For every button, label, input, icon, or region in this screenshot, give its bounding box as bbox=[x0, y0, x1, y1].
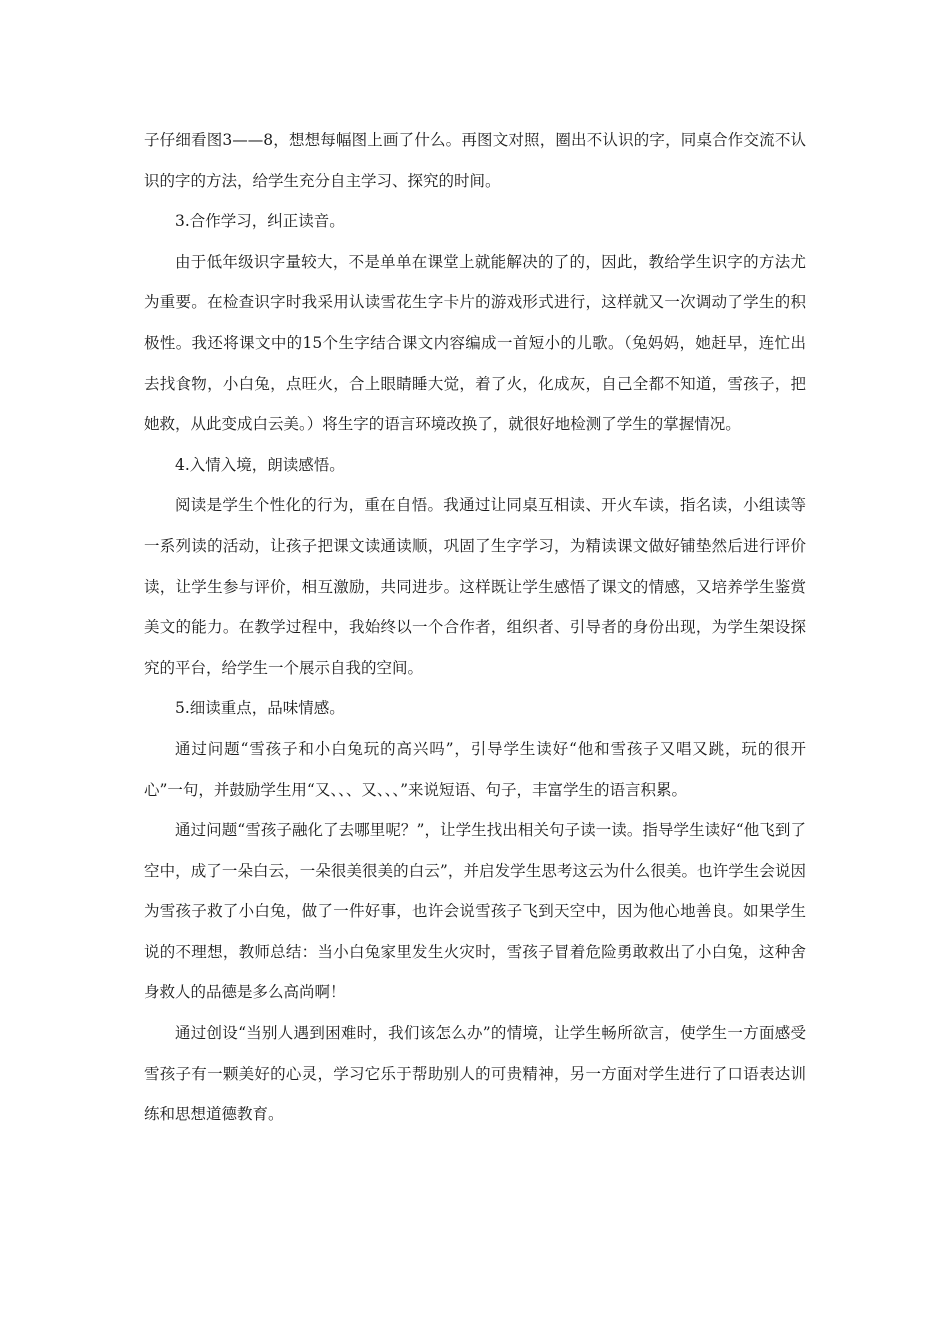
paragraph-reading-activities: 阅读是学生个性化的行为，重在自悟。我通过让同桌互相读、开火车读，指名读，小组读等一系列读的活动，让孩子把课文读通读顺，巩固了生字学习，为精读课文做好铺垫然后进行评价读，让学生参与评价，相互激励，共同进步。这样既让学生感悟了课文的情感，又培养学生鉴赏美文的能力。在教学过程中，我始终以一个合作者，组织者、引导者的身份出现，为学生架设探究的平台，给学生一个展示自我的空间。 bbox=[144, 496, 806, 677]
section-heading-3: 3.合作学习，纠正读音。 bbox=[175, 212, 345, 231]
paragraph-scenario: 通过创设“当别人遇到困难时，我们该怎么办”的情境，让学生畅所欲言，使学生一方面感受雪孩子有一颗美好的心灵，学习它乐于帮助别人的可贵精神，另一方面对学生进行了口语表达训练和思想道德教育。 bbox=[144, 1024, 806, 1124]
paragraph-question-cloud: 通过问题“雪孩子融化了去哪里呢？”，让学生找出相关句子读一读。指导学生读好“他飞到了空中，成了一朵白云，一朵很美很美的白云”，并启发学生思考这云为什么很美。也许学生会说因为雪孩子救了小白兔，做了一件好事，也许会说雪孩子飞到天空中，因为他心地善良。如果学生说的不理想，教师总结：当小白兔家里发生火灾时，雪孩子冒着危险勇敢救出了小白兔，这种舍身救人的品德是多么高尚啊！ bbox=[144, 821, 806, 1002]
paragraph-question-play: 通过问题“雪孩子和小白兔玩的高兴吗”，引导学生读好“他和雪孩子又唱又跳，玩的很开心”一句，并鼓励学生用“又、、、又、、、”来说短语、句子，丰富学生的语言积累。 bbox=[144, 739, 806, 799]
section-heading-4: 4.入情入境，朗读感悟。 bbox=[175, 455, 345, 474]
section-heading-5: 5.细读重点，品味情感。 bbox=[175, 699, 345, 718]
paragraph-continuation: 子仔细看图3——8，想想每幅图上画了什么。再图文对照，圈出不认识的字，同桌合作交流不认识的字的方法，给学生充分自主学习、探究的时间。 bbox=[144, 131, 806, 190]
paragraph-literacy-method: 由于低年级识字量较大，不是单单在课堂上就能解决的了的，因此，教给学生识字的方法尤为重要。在检查识字时我采用认读雪花生字卡片的游戏形式进行，这样就又一次调动了学生的积极性。我还将课文中的15个生字结合课文内容编成一首短小的儿歌。（兔妈妈，她赶早，连忙出去找食物，小白兔，点旺火，合上眼睛睡大觉，着了火，化成灰，自己全都不知道，雪孩子，把她救，从此变成白云美。）将生字的语言环境改换了，就很好地检测了学生的掌握情况。 bbox=[144, 252, 806, 434]
document-page bbox=[144, 120, 806, 1135]
